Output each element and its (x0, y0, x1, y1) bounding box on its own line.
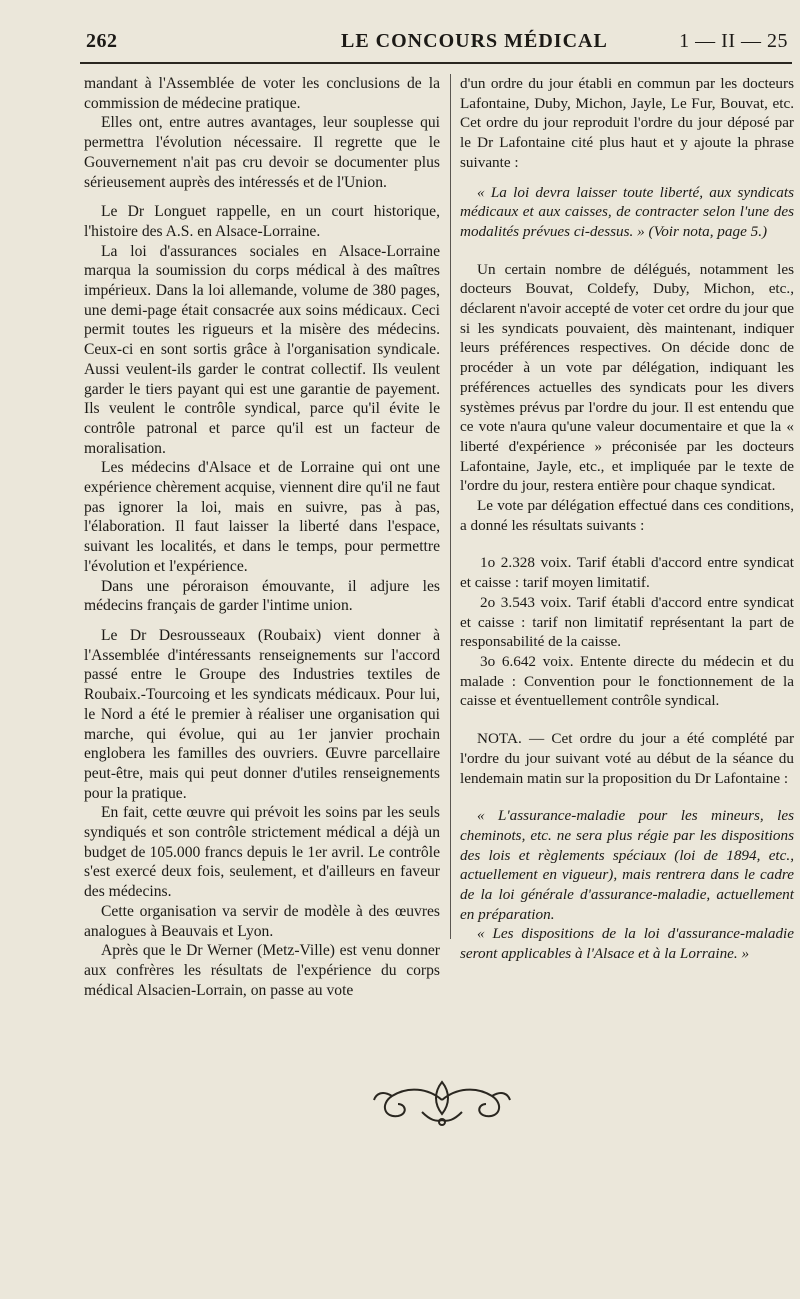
issue-date: 1 — II — 25 (679, 30, 788, 52)
paragraph: Les médecins d'Alsace et de Lorraine qui ont une expérience chèrement acquise, viennent dire qu'il ne faut pas ignorer la loi, mais en suivre, pas à pas, l'élaboration. Il faut laisser la liberté dans l'espace, suivant les localités, et dans le temps, pour permettre l'évolution et l'expérience. (84, 459, 440, 575)
page-header (86, 26, 788, 56)
page-number: 262 (86, 30, 118, 52)
vote-result: 1o 2.328 voix. Tarif établi d'accord entre syndicat et caisse : tarif moyen limitatif. (460, 554, 794, 592)
left-column (84, 74, 440, 1000)
vote-result: 2o 3.543 voix. Tarif établi d'accord entre syndicat et caisse : tarif non limitatif représentant la part de responsabilité de la caisse. (460, 593, 794, 651)
column-divider (450, 74, 451, 939)
paragraph: Dans une péroraison émouvante, il adjure les médecins français de garder l'intime union. (84, 577, 440, 615)
header-rule (80, 62, 792, 64)
paragraph: Le Dr Longuet rappelle, en un court historique, l'histoire des A.S. en Alsace-Lorraine. (84, 203, 440, 240)
quoted-resolution: « Les dispositions de la loi d'assurance-maladie seront applicables à l'Alsace et à la Lorraine. » (460, 925, 794, 963)
vote-result: 3o 6.642 voix. Entente directe du médecin et du malade : Convention pour le fonctionnement de la caisse et éventuellement contrôle syndical. (460, 652, 794, 710)
quoted-resolution: « L'assurance-maladie pour les mineurs, les cheminots, etc. ne sera plus régie par les dispositions des lois et règlements spéciaux (loi de 1894, etc., actuellement en vigueur), mais rentrera dans le cadre de la loi générale d'assurance-maladie, actuellement en préparation. (460, 807, 794, 923)
quoted-resolution: « La loi devra laisser toute liberté, aux syndicats médicaux et aux caisses, de contracter selon l'une des modalités prévues ci-dessus. » (Voir nota, page 5.) (460, 183, 794, 240)
nota-paragraph: NOTA. — Cet ordre du jour a été complété par l'ordre du jour suivant voté au début de la séance du lendemain matin sur la proposition du Dr Lafontaine : (460, 730, 794, 787)
paragraph: d'un ordre du jour établi en commun par les docteurs Lafontaine, Duby, Michon, Jayle, Le Fur, Bouvat, etc. Cet ordre du jour reproduit l'ordre du jour déposé par le Dr Lafontaine cité plus haut et y ajoute la phrase suivante : (460, 75, 794, 171)
journal-title: LE CONCOURS MÉDICAL (341, 30, 608, 52)
paragraph: Un certain nombre de délégués, notamment les docteurs Bouvat, Coldefy, Duby, Michon, etc., déclarent n'avoir accepté de voter cet ordre du jour que si les syndicats pouvaient, dès maintenant, indiquer leurs préférences respectives. On décide donc de procéder à un vote par délégation, indiquant les préférences actuelles des syndicats pour les divers systèmes prévus par l'ordre du jour. Il est entendu que ce vote n'aura qu'une valeur documentaire et que la « liberté d'expérience » préconisée par les docteurs Lafontaine, Jayle, etc., et impliquée par le texte de l'ordre du jour, restera entière pour chaque syndicat. (460, 260, 794, 495)
floral-tailpiece-ornament-icon (372, 1074, 512, 1128)
paragraph: mandant à l'Assemblée de voter les conclusions de la commission de médecine pratique. (84, 75, 440, 112)
paragraph: Le vote par délégation effectué dans ces conditions, a donné les résultats suivants : (460, 497, 794, 534)
paragraph: La loi d'assurances sociales en Alsace-Lorraine marqua la soumission du corps médical à des maîtres impérieux. Dans la loi allemande, volume de 380 pages, une demi-page était consacrée aux soins médicaux. Ceci permit toutes les rigueurs et la misère des médecins. Ceux-ci en sont sortis grâce à l'organisation syndicale. Aussi veulent-ils garder le contrat collectif. Ils veulent garder le tiers payant qui est une garantie de payement. Ils veulent le contrôle syndical, parce qu'il évite le contrôle patronal et parce qu'il est un facteur de moralisation. (84, 242, 440, 457)
paragraph: Le Dr Desrousseaux (Roubaix) vient donner à l'Assemblée d'intéressants renseignements sur l'accord passé entre le Groupe des Industries textiles de Roubaix.-Tourcoing et les syndicats médicaux. Pour lui, le Nord a été le premier à réaliser une organisation qui marche, qui évolue, qui au 1er janvier prochain englobera les familles des ouvriers. Œuvre parcellaire peut-être, mais qui peut donner d'utiles renseignements pour la pratique. (84, 626, 440, 802)
right-column (460, 74, 794, 964)
paragraph: En fait, cette œuvre qui prévoit les soins par les seuls syndiqués et son contrôle strictement médical a déjà un budget de 105.000 francs depuis le 1er avril. Le contrôle s'est exercé deux fois, seulement, et d'ailleurs en faveur des médecins. (84, 804, 440, 901)
paragraph: Cette organisation va servir de modèle à des œuvres analogues à Beauvais et Lyon. (84, 902, 440, 940)
paragraph: Elles ont, entre autres avantages, leur souplesse qui permettra l'évolution nécessaire. Il regrette que le Gouvernement n'ait pas cru devoir se documenter plus sérieusement auprès des intéressés et de l'Union. (84, 114, 440, 191)
paragraph: Après que le Dr Werner (Metz-Ville) est venu donner aux confrères les résultats de l'expérience du corps médical Alsacien-Lorrain, on passe au vote (84, 942, 440, 999)
